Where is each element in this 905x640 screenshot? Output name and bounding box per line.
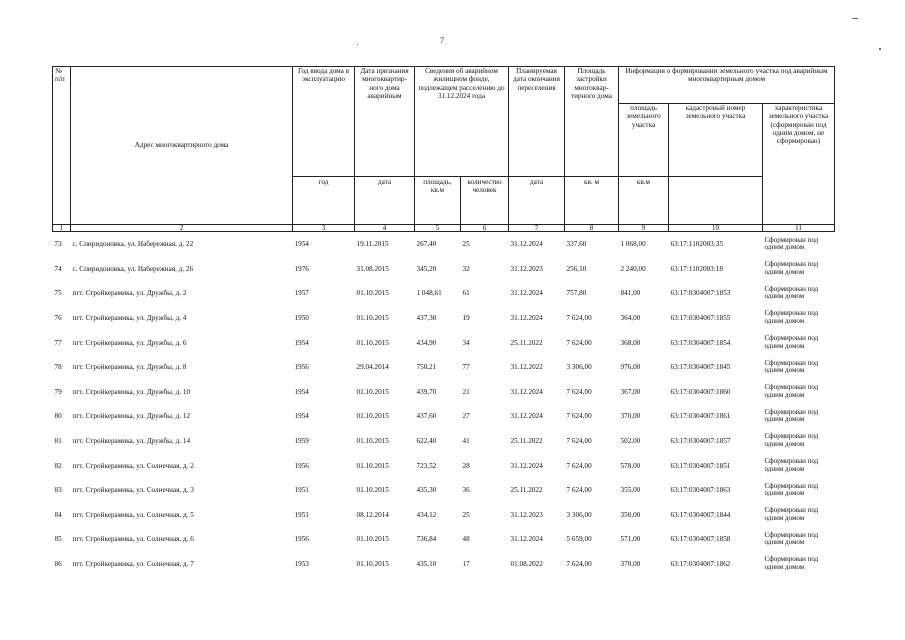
row-status: Сформирован под одним домом [764, 506, 819, 522]
row-date-emergency: 01.10.2015 [356, 535, 389, 544]
row-people: 17 [462, 559, 470, 568]
row-cadastral: 63:17:0304007:1854 [670, 338, 731, 347]
row-date-emergency: 01.10.2015 [356, 289, 389, 298]
row-status: Сформирован под одним домом [764, 456, 819, 473]
row-people: 28 [462, 461, 470, 470]
column-number-row [53, 225, 835, 232]
row-address: пгт. Стройкерамика, ул. Дружбы, д. 14 [72, 436, 191, 445]
row-cadastral: 63:17:1102003:35 [670, 240, 723, 249]
row-address: пгт. Стройкерамика, ул. Солнечная, д. 3 [72, 486, 194, 495]
row-cadastral: 63:17:0304007:1845 [670, 363, 731, 372]
row-year: 1956 [294, 461, 309, 470]
scan-speck [879, 48, 881, 50]
row-number: 79 [54, 387, 62, 396]
unit-build-area: кв. м [565, 177, 619, 225]
table-row [53, 281, 835, 306]
row-number: 74 [54, 264, 62, 273]
row-address: пгт. Стройкерамика, ул. Дружбы, д. 12 [72, 412, 191, 421]
table-body [53, 232, 835, 577]
header-land-area: площадь земельного участка [619, 104, 669, 177]
row-year: 1951 [294, 510, 309, 519]
row-land-area: 578,00 [620, 461, 641, 470]
row-address: пгт. Стройкерамика, ул. Дружбы, д. 6 [72, 338, 187, 347]
row-land-area: 364,00 [620, 313, 641, 322]
row-planned-date: 01.08.2022 [510, 559, 543, 568]
row-planned-date: 25.11.2022 [510, 486, 543, 495]
row-land-area: 841,00 [620, 289, 641, 298]
row-year: 1954 [294, 412, 309, 421]
row-area: 435,30 [416, 486, 437, 495]
row-address: пгт. Стройкерамика, ул. Солнечная, д. 6 [72, 535, 194, 544]
unit-planned-date: дата [509, 177, 565, 225]
row-number: 73 [54, 240, 62, 249]
column-number: 3 [293, 225, 355, 232]
housing-table [52, 66, 835, 576]
unit-area: площадь, кв.м [415, 177, 461, 225]
row-planned-date: 31.12.2023 [510, 264, 543, 273]
row-status: Сформирован под одним домом [764, 235, 819, 252]
unit-people: количество человек [461, 177, 509, 225]
header-cadastral: кадастровый номер земельного участка [669, 104, 763, 177]
row-land-area: 370,00 [620, 412, 641, 421]
row-area: 1 048,61 [416, 289, 442, 298]
row-address: с. Спиридоновка, ул. Набережная, д. 22 [72, 240, 194, 249]
row-number: 76 [54, 313, 62, 322]
row-year: 1954 [294, 338, 309, 347]
row-address: пгт. Стройкерамика, ул. Солнечная, д. 2 [72, 461, 194, 470]
row-people: 25 [462, 510, 470, 519]
page-number: 7 [440, 36, 444, 45]
row-cadastral: 63:17:0304007:1857 [670, 436, 731, 445]
row-date-emergency: 19.11.2015 [356, 240, 389, 249]
row-planned-date: 31.12.2024 [510, 387, 543, 396]
row-status: Сформирован под одним домом [764, 309, 819, 326]
column-number: 5 [415, 225, 461, 232]
row-planned-date: 31.12.2022 [510, 363, 543, 372]
row-people: 34 [462, 338, 470, 347]
row-cadastral: 63:17:0304007:1853 [670, 289, 731, 298]
row-cadastral: 63:17:1102003:18 [670, 264, 723, 273]
row-planned-date: 25.11.2022 [510, 338, 543, 347]
row-area: 267,40 [416, 240, 437, 249]
column-number: 1 [53, 225, 71, 232]
row-people: 21 [462, 387, 470, 396]
row-build-area: 3 306,00 [566, 510, 592, 519]
row-planned-date: 31.12.2024 [510, 461, 543, 470]
row-build-area: 7 624,00 [566, 313, 592, 322]
header-emergency-group: Сведения об аварийном жилищном фонде, подлежащем расселению до 31.12.2024 года [415, 67, 509, 177]
row-number: 75 [54, 289, 62, 298]
row-land-area: 370,00 [620, 559, 641, 568]
row-year: 1957 [294, 289, 309, 298]
row-year: 1950 [294, 313, 309, 322]
row-area: 435,10 [416, 559, 437, 568]
row-address: пгт. Стройкерамика, ул. Дружбы, д. 8 [72, 363, 187, 372]
row-area: 723,52 [416, 461, 437, 470]
row-date-emergency: 01.10.2015 [356, 387, 389, 396]
table-row [53, 306, 835, 331]
row-land-area: 1 068,00 [620, 240, 646, 249]
row-area: 434,90 [416, 338, 437, 347]
unit-land-area: кв.м [619, 177, 669, 225]
row-number: 84 [54, 510, 62, 519]
row-planned-date: 31.12.2023 [510, 510, 543, 519]
row-land-area: 368,00 [620, 338, 641, 347]
column-number: 9 [619, 225, 669, 232]
row-number: 81 [54, 436, 62, 445]
row-date-emergency: 01.10.2015 [356, 436, 389, 445]
row-year: 1959 [294, 436, 309, 445]
scan-speck [357, 44, 358, 45]
table-row [53, 257, 835, 282]
row-build-area: 7 624,00 [566, 338, 592, 347]
row-build-area: 7 624,00 [566, 387, 592, 396]
row-address: пгт. Стройкерамика, ул. Дружбы, д. 10 [72, 387, 191, 396]
header-num: № п/п [53, 67, 71, 225]
row-address: пгт. Стройкерамика, ул. Дружбы, д. 4 [72, 313, 187, 322]
row-date-emergency: 29.04.2014 [356, 363, 389, 372]
row-year: 1956 [294, 363, 309, 372]
row-planned-date: 31.12.2024 [510, 535, 543, 544]
header-build-area: Площадь застройки многоквар-тирного дома [565, 67, 619, 177]
row-area: 434,12 [416, 510, 437, 519]
row-address: пгт. Стройкерамика, ул. Дружбы, д. 2 [72, 289, 187, 298]
row-build-area: 757,80 [566, 289, 587, 298]
row-address: пгт. Стройкерамика, ул. Солнечная, д. 5 [72, 510, 194, 519]
row-area: 750,21 [416, 363, 437, 372]
column-number: 8 [565, 225, 619, 232]
row-build-area: 337,60 [566, 240, 587, 249]
row-date-emergency: 01.10.2015 [356, 338, 389, 347]
table-row [53, 453, 835, 478]
table-row [53, 527, 835, 552]
row-date-emergency: 01.10.2015 [356, 559, 389, 568]
row-address: пгт. Стройкерамика, ул. Солнечная, д. 7 [72, 559, 194, 568]
row-number: 80 [54, 412, 62, 421]
row-people: 36 [462, 486, 470, 495]
row-year: 1954 [294, 387, 309, 396]
column-number: 2 [71, 225, 293, 232]
table-header [53, 67, 835, 232]
row-people: 61 [462, 289, 470, 298]
row-land-area: 571,00 [620, 535, 641, 544]
table-row [53, 232, 835, 257]
row-address: с. Спиридоновка, ул. Набережная, д. 26 [72, 264, 194, 273]
row-year: 1954 [294, 240, 309, 249]
row-build-area: 7 624,00 [566, 559, 592, 568]
row-cadastral: 63:17:0304007:1855 [670, 313, 731, 322]
row-status: Сформирован под одним домом [764, 358, 819, 375]
row-planned-date: 31.12.2024 [510, 289, 543, 298]
row-area: 622,40 [416, 436, 437, 445]
row-people: 77 [462, 363, 470, 372]
row-status: Сформирован под одним домом [764, 432, 819, 449]
row-date-emergency: 01.10.2015 [356, 313, 389, 322]
table-row [53, 380, 835, 405]
row-number: 77 [54, 338, 62, 347]
header-address: Адрес многоквартирного дома [71, 67, 293, 225]
row-area: 345,20 [416, 264, 437, 273]
row-area: 437,30 [416, 313, 437, 322]
table-row [53, 503, 835, 528]
row-land-area: 367,00 [620, 387, 641, 396]
row-year: 1953 [294, 559, 309, 568]
row-cadastral: 63:17:0304007:1862 [670, 559, 731, 568]
table-row [53, 404, 835, 429]
row-land-area: 355,00 [620, 486, 641, 495]
row-date-emergency: 01.10.2015 [356, 486, 389, 495]
row-cadastral: 63:17:0304007:1851 [670, 461, 731, 470]
row-date-emergency: 31.08.2015 [356, 264, 389, 273]
row-build-area: 7 624,00 [566, 412, 592, 421]
header-year: Год ввода дома в эксплуатацию [293, 67, 355, 177]
row-cadastral: 63:17:0304007:1844 [670, 510, 731, 519]
row-year: 1956 [294, 535, 309, 544]
row-planned-date: 31.12.2024 [510, 313, 543, 322]
row-area: 439,70 [416, 387, 437, 396]
row-build-area: 3 306,00 [566, 363, 592, 372]
row-build-area: 256,10 [566, 264, 587, 273]
scan-speck [852, 18, 858, 19]
row-area: 437,60 [416, 412, 437, 421]
row-people: 32 [462, 264, 470, 273]
row-planned-date: 31.12.2024 [510, 240, 543, 249]
row-cadastral: 63:17:0304007:1861 [670, 412, 731, 421]
row-people: 19 [462, 313, 470, 322]
row-number: 82 [54, 461, 62, 470]
row-number: 83 [54, 486, 62, 495]
row-status: Сформирован под одним домом [764, 407, 819, 424]
row-date-emergency: 01.10.2015 [356, 461, 389, 470]
row-cadastral: 63:17:0304007:1863 [670, 486, 731, 495]
row-people: 25 [462, 240, 470, 249]
table-row [53, 330, 835, 355]
row-planned-date: 25.11.2022 [510, 436, 543, 445]
row-number: 78 [54, 363, 62, 372]
unit-date: дата [355, 177, 415, 225]
column-number: 10 [669, 225, 763, 232]
row-build-area: 5 659,00 [566, 535, 592, 544]
column-number: 7 [509, 225, 565, 232]
row-people: 27 [462, 412, 470, 421]
column-number: 6 [461, 225, 509, 232]
row-people: 48 [462, 535, 470, 544]
row-year: 1951 [294, 486, 309, 495]
header-date-emergency: Дата признания многоквартир-ного дома аварийным [355, 67, 415, 177]
row-build-area: 7 624,00 [566, 461, 592, 470]
row-area: 736,84 [416, 535, 437, 544]
header-planned-date: Планируемая дата окончания переселения [509, 67, 565, 177]
row-status: Сформирован под одним домом [764, 530, 819, 547]
row-status: Сформирован под одним домом [764, 555, 819, 572]
row-status: Сформирован под одним домом [764, 481, 819, 498]
table-row [53, 429, 835, 454]
row-land-area: 2 240,00 [620, 264, 646, 273]
row-number: 85 [54, 535, 62, 544]
row-status: Сформирован под одним домом [764, 383, 819, 399]
row-land-area: 976,00 [620, 363, 641, 372]
row-build-area: 7 624,00 [566, 486, 592, 495]
row-date-emergency: 08.12.2014 [356, 510, 389, 519]
row-status: Сформирован под одним домом [764, 284, 819, 301]
row-land-area: 350,00 [620, 510, 641, 519]
unit-cadastral [669, 177, 763, 225]
unit-year: год [293, 177, 355, 225]
row-land-area: 502,00 [620, 436, 641, 445]
table-row [53, 478, 835, 503]
row-date-emergency: 01.10.2015 [356, 412, 389, 421]
row-number: 86 [54, 559, 62, 568]
header-characteristic: характеристика земельного участка (сформирован под одним домом, не сформирован) [763, 104, 835, 225]
row-people: 41 [462, 436, 470, 445]
row-status: Сформирован под одним домом [764, 333, 819, 350]
column-number: 11 [763, 225, 835, 232]
column-number: 4 [355, 225, 415, 232]
header-land-group: Информация о формировании земельного участка под аварийным многоквартирным домом [619, 67, 835, 104]
row-cadastral: 63:17:0304007:1860 [670, 387, 731, 396]
row-year: 1976 [294, 264, 309, 273]
row-cadastral: 63:17:0304007:1858 [670, 535, 731, 544]
row-build-area: 7 624,00 [566, 436, 592, 445]
row-status: Сформирован под одним домом [764, 260, 819, 276]
table-row [53, 355, 835, 380]
table-row [53, 552, 835, 577]
row-planned-date: 31.12.2024 [510, 412, 543, 421]
